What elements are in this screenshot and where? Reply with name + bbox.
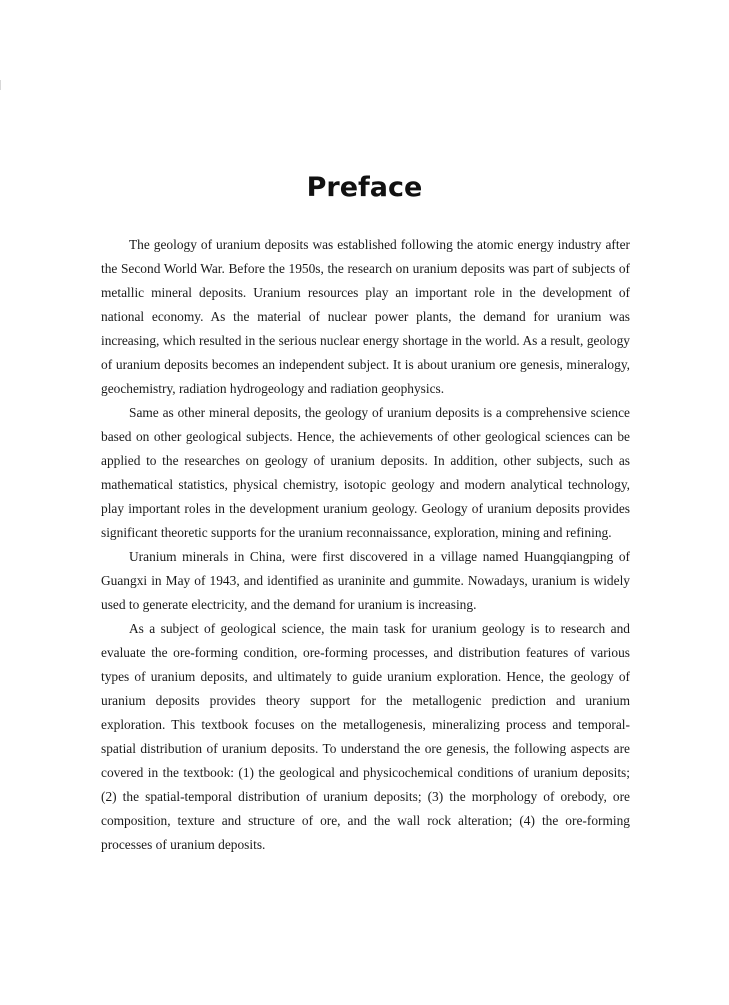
paragraph-3: Uranium minerals in China, were first discovered in a village named Huangqiangping of Guangxi in May of 1943, and identified as uraninite and gummite. Nowadays, uranium is widely used to generate electricity, and the demand for uranium is increasing. <box>101 549 630 612</box>
preface-body <box>101 233 630 857</box>
page-edge-mark <box>0 80 1 90</box>
paragraph-1: The geology of uranium deposits was established following the atomic energy industry after the Second World War. Before the 1950s, the research on uranium deposits was part of subjects of metallic mineral deposits. Uranium resources play an important role in the development of national economy. As the material of nuclear power plants, the demand for uranium was increasing, which resulted in the serious nuclear energy shortage in the world. As a result, geology of uranium deposits becomes an independent subject. It is about uranium ore genesis, mineralogy, geochemistry, radiation hydrogeology and radiation geophysics. <box>101 237 630 396</box>
page-title: Preface <box>306 172 423 203</box>
paragraph-2: Same as other mineral deposits, the geology of uranium deposits is a comprehensive science based on other geological subjects. Hence, the achievements of other geological sciences can be applied to the researches on geology of uranium deposits. In addition, other subjects, such as mathematical statistics, physical chemistry, isotopic geology and modern analytical technology, play important roles in the development uranium geology. Geology of uranium deposits provides significant theoretic supports for the uranium reconnaissance, exploration, mining and refining. <box>101 405 630 540</box>
paragraph-4: As a subject of geological science, the main task for uranium geology is to research and evaluate the ore-forming condition, ore-forming processes, and distribution features of various types of uranium deposits, and ultimately to guide uranium exploration. Hence, the geology of uranium deposits provides theory support for the metallogenic prediction and uranium exploration. This textbook focuses on the metallogenesis, mineralizing process and temporal-spatial distribution of uranium deposits. To understand the ore genesis, the following aspects are covered in the textbook: (1) the geological and physicochemical conditions of uranium deposits; (2) the spatial-temporal distribution of uranium deposits; (3) the morphology of orebody, ore composition, texture and structure of ore, and the wall rock alteration; (4) the ore-forming processes of uranium deposits. <box>101 621 630 852</box>
